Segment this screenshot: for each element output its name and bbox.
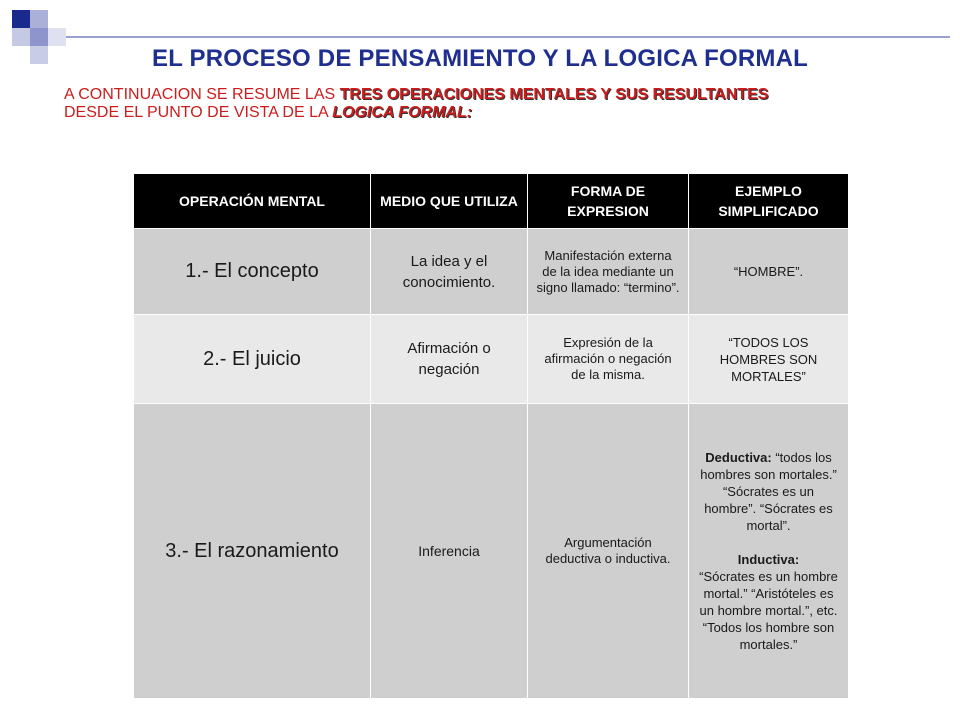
decor-square <box>30 28 48 46</box>
intro-line-2-highlight: LOGICA FORMAL: <box>332 104 473 121</box>
decor-square <box>30 10 48 28</box>
cell-operacion: 3.- El razonamiento <box>134 404 371 699</box>
table-row <box>134 229 849 315</box>
example-spacer <box>697 534 840 551</box>
cell-ejemplo: “TODOS LOS HOMBRES SON MORTALES” <box>689 315 849 404</box>
header-operacion: OPERACIÓN MENTAL <box>134 174 371 229</box>
page-title: EL PROCESO DE PENSAMIENTO Y LA LOGICA FORMAL <box>152 45 808 72</box>
intro-line-2 <box>64 104 934 122</box>
table-row <box>134 315 849 404</box>
intro-line-1 <box>64 86 934 104</box>
header-forma: FORMA DE EXPRESION <box>528 174 689 229</box>
cell-ejemplo: “HOMBRE”. <box>689 229 849 315</box>
intro-line-1-prefix: A CONTINUACION SE RESUME LAS <box>64 86 340 103</box>
example-deductive <box>697 449 840 534</box>
deductive-label: Deductiva: <box>705 450 772 465</box>
deductive-text: “todos los hombres son mortales.” “Sócrates es un hombre”. “Sócrates es mortal”. <box>700 450 837 533</box>
intro-line-2-prefix: DESDE EL PUNTO DE VISTA DE LA <box>64 104 333 121</box>
header-medio: MEDIO QUE UTILIZA <box>371 174 528 229</box>
decor-square <box>12 10 30 28</box>
cell-forma: Expresión de la afirmación o negación de la misma. <box>528 315 689 404</box>
cell-forma: Manifestación externa de la idea mediante un signo llamado: “termino”. <box>528 229 689 315</box>
cell-medio: Inferencia <box>371 404 528 699</box>
inductive-text: “Sócrates es un hombre mortal.” “Aristóteles es un hombre mortal.”, etc. “Todos los hombre son mortales.” <box>699 569 838 652</box>
cell-ejemplo <box>689 404 849 699</box>
cell-operacion: 2.- El juicio <box>134 315 371 404</box>
cell-medio: Afirmación o negación <box>371 315 528 404</box>
operations-table <box>133 173 849 699</box>
intro-text <box>64 86 934 122</box>
cell-operacion: 1.- El concepto <box>134 229 371 315</box>
cell-forma: Argumentación deductiva o inductiva. <box>528 404 689 699</box>
cell-medio: La idea y el conocimiento. <box>371 229 528 315</box>
decor-square <box>48 28 66 46</box>
header-ejemplo: EJEMPLO SIMPLIFICADO <box>689 174 849 229</box>
intro-line-1-highlight: TRES OPERACIONES MENTALES Y SUS RESULTANTES <box>339 86 769 103</box>
table-row <box>134 404 849 699</box>
decor-square <box>12 28 30 46</box>
inductive-label: Inductiva: <box>737 552 800 567</box>
header-rule <box>66 36 950 38</box>
table-header-row <box>134 174 849 229</box>
